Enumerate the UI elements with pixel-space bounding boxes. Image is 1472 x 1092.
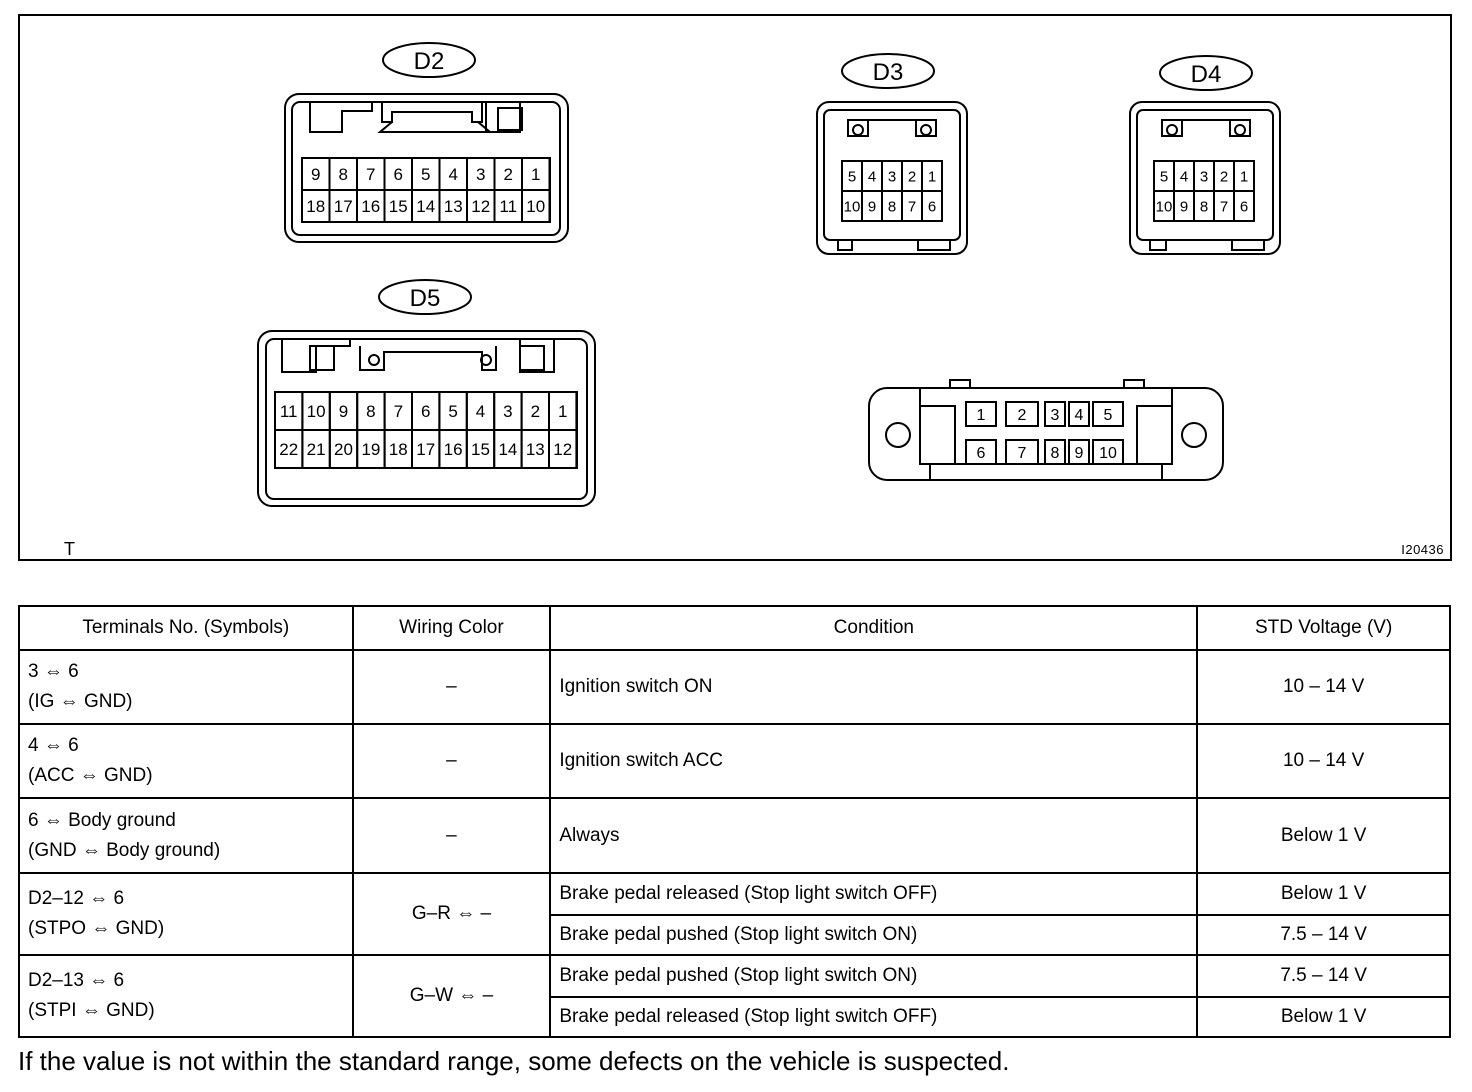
harness-pin-number: 8: [1050, 445, 1060, 462]
d5-pin-number: 4: [475, 402, 486, 422]
terminal-symbols: (IG ⇔ GND): [28, 691, 133, 712]
d5-pin-number: 15: [471, 440, 490, 460]
table-row: [19, 955, 1450, 997]
harness-pin-number: 5: [1103, 407, 1113, 424]
condition-cell: Brake pedal pushed (Stop light switch ON): [550, 955, 1197, 997]
d2-pin-number: 7: [366, 165, 376, 185]
d3-pin-number: 8: [887, 198, 897, 216]
table-row: [19, 798, 1450, 873]
d2-pin-number: 1: [531, 165, 541, 185]
d2-pin-number: 18: [306, 197, 326, 217]
terminal-pins: D2–12 ⇔ 6: [28, 888, 125, 909]
footnote: If the value is not within the standard range, some defects on the vehicle is suspected.: [18, 1046, 1010, 1076]
terminal-pins: D2–13 ⇔ 6: [28, 970, 125, 991]
terminal-symbols: (STPI ⇔ GND): [28, 1000, 155, 1021]
d2-pin-number: 15: [388, 197, 408, 217]
d5-pin-number: 6: [420, 402, 431, 422]
d3-pin-number: 7: [907, 198, 917, 216]
voltage-spec-table: [18, 605, 1451, 1038]
harness-pin-number: 10: [1099, 445, 1117, 462]
d4-pin-number: 2: [1219, 168, 1229, 186]
d5-pin-number: 8: [366, 402, 376, 422]
d5-pin-number: 12: [553, 440, 573, 460]
d2-pin-number: 14: [416, 197, 436, 217]
harness-pin-number: 9: [1074, 445, 1084, 462]
d5-pin-number: 5: [448, 402, 458, 422]
terminal-symbols: (ACC ⇔ GND): [28, 765, 153, 786]
terminal-cell: [19, 724, 353, 798]
connector-drawing: [20, 16, 1450, 559]
d2-pin-number: 3: [476, 165, 486, 185]
d5-pin-number: 11: [279, 402, 298, 422]
header-std-voltage: STD Voltage (V): [1197, 606, 1450, 650]
voltage-cell: 7.5 – 14 V: [1197, 915, 1450, 955]
condition-cell: Brake pedal released (Stop light switch OFF): [550, 997, 1197, 1037]
d5-pin-number: 20: [334, 440, 353, 460]
d3-pin-number: 6: [927, 198, 937, 216]
d4-pin-number: 9: [1179, 198, 1189, 216]
connector-diagram: [18, 14, 1452, 561]
d2-pin-number: 9: [311, 165, 321, 185]
d4-label: D4: [1190, 61, 1222, 88]
terminal-cell: [19, 798, 353, 873]
d5-pin-number: 2: [530, 402, 541, 422]
d4-pin-number: 4: [1179, 168, 1189, 186]
d5-pin-number: 17: [416, 440, 436, 460]
voltage-cell: 7.5 – 14 V: [1197, 955, 1450, 997]
header-condition: Condition: [550, 606, 1197, 650]
wiring-color-cell: –: [353, 798, 551, 873]
corner-letter: T: [64, 539, 75, 559]
d2-pin-number: 5: [421, 165, 431, 185]
table-row: [19, 724, 1450, 798]
voltage-cell: Below 1 V: [1197, 997, 1450, 1037]
terminal-pins: 4 ⇔ 6: [28, 735, 79, 756]
d3-pin-number: 2: [907, 168, 917, 186]
d2-pin-number: 16: [361, 197, 381, 217]
d3-label: D3: [872, 59, 904, 86]
d5-pin-number: 18: [388, 440, 408, 460]
terminal-pins: 6 ⇔ Body ground: [28, 809, 176, 831]
d5-pin-number: 1: [557, 402, 568, 422]
d2-pin-number: 8: [338, 165, 348, 185]
d2-pin-number: 2: [503, 165, 513, 185]
condition-cell: Brake pedal released (Stop light switch OFF): [550, 873, 1197, 915]
d5-pin-number: 21: [306, 440, 326, 460]
table-header-row: [19, 606, 1450, 650]
harness-pin-number: 6: [976, 445, 986, 462]
terminal-symbols: (STPO ⇔ GND): [28, 918, 165, 939]
d3-pin-number: 3: [887, 168, 897, 186]
harness-pin-number: 3: [1050, 407, 1060, 424]
d3-pin-number: 10: [843, 198, 861, 216]
d4-pin-number: 7: [1219, 198, 1229, 216]
d2-pin-number: 10: [526, 197, 546, 217]
d2-pin-number: 17: [333, 197, 353, 217]
terminal-cell: [19, 955, 353, 1037]
harness-pin-number: 4: [1074, 407, 1084, 424]
d4-pin-number: 5: [1159, 168, 1169, 186]
voltage-cell: 10 – 14 V: [1197, 650, 1450, 724]
terminal-symbols: (GND ⇔ Body ground): [28, 839, 221, 861]
d4-pin-number: 8: [1199, 198, 1209, 216]
terminal-cell: [19, 650, 353, 724]
terminal-cell: [19, 873, 353, 955]
d4-pin-number: 3: [1199, 168, 1209, 186]
table-row: [19, 650, 1450, 724]
d2-pin-number: 6: [393, 165, 403, 185]
d2-label: D2: [413, 48, 445, 75]
harness-pin-number: 1: [976, 407, 986, 424]
d5-pin-number: 16: [443, 440, 463, 460]
voltage-cell: 10 – 14 V: [1197, 724, 1450, 798]
condition-cell: Brake pedal pushed (Stop light switch ON): [550, 915, 1197, 955]
d5-pin-number: 3: [503, 402, 513, 422]
d4-pin-number: 10: [1155, 198, 1173, 216]
d5-pin-number: 7: [393, 402, 404, 422]
d3-pin-number: 1: [927, 168, 937, 186]
terminal-pins: 3 ⇔ 6: [28, 661, 79, 682]
condition-cell: Ignition switch ON: [550, 650, 1197, 724]
figure-code: I20436: [1401, 542, 1444, 557]
table-row: [19, 873, 1450, 915]
condition-cell: Always: [550, 798, 1197, 873]
wiring-color-cell: –: [353, 724, 551, 798]
d3-pin-number: 5: [847, 168, 857, 186]
condition-cell: Ignition switch ACC: [550, 724, 1197, 798]
voltage-cell: Below 1 V: [1197, 873, 1450, 915]
header-terminals: Terminals No. (Symbols): [19, 606, 353, 650]
d4-pin-number: 1: [1239, 168, 1249, 186]
d5-pin-number: 22: [279, 440, 299, 460]
d5-pin-number: 9: [338, 402, 349, 422]
voltage-cell: Below 1 V: [1197, 798, 1450, 873]
harness-pin-number: 7: [1017, 445, 1027, 462]
header-wiring-color: Wiring Color: [353, 606, 551, 650]
d2-pin-number: 12: [471, 197, 491, 217]
wiring-color-cell: G–W ⇔ –: [353, 955, 551, 1037]
wiring-color-cell: –: [353, 650, 551, 724]
wiring-color-cell: G–R ⇔ –: [353, 873, 551, 955]
d2-pin-number: 4: [448, 165, 458, 185]
d2-pin-number: 11: [499, 197, 518, 217]
d3-pin-number: 4: [867, 168, 877, 186]
d5-pin-number: 10: [306, 402, 326, 422]
d5-pin-number: 19: [361, 440, 381, 460]
d5-label: D5: [409, 285, 441, 312]
d2-pin-number: 13: [443, 197, 463, 217]
d5-pin-number: 14: [498, 440, 518, 460]
d3-pin-number: 9: [867, 198, 877, 216]
d4-pin-number: 6: [1239, 198, 1249, 216]
d5-pin-number: 13: [525, 440, 545, 460]
harness-pin-number: 2: [1017, 407, 1027, 424]
